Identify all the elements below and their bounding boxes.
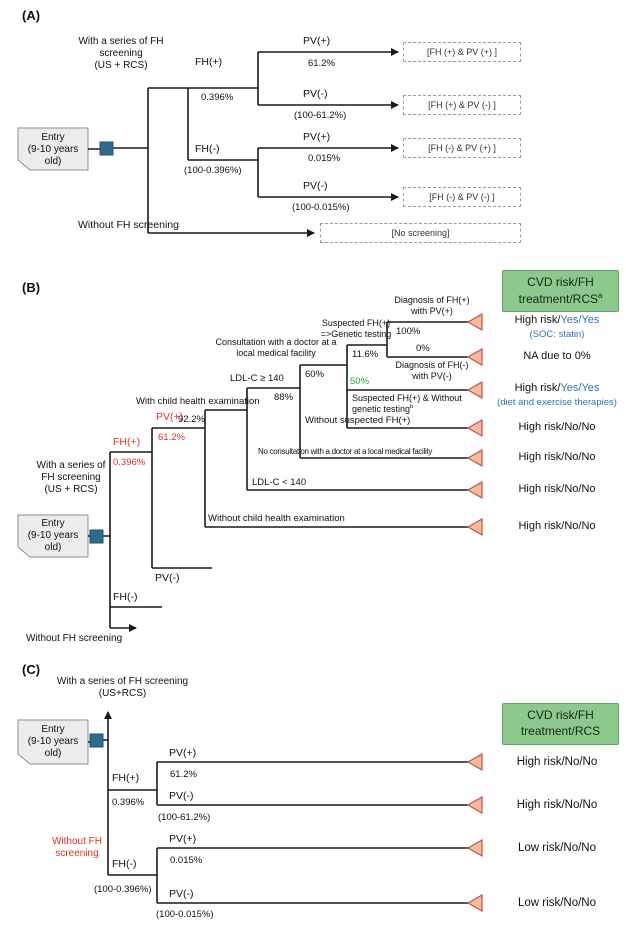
branch-label-pv-neg: PV(-) bbox=[303, 180, 328, 192]
probability-fh-pos: 0.396% bbox=[113, 457, 146, 468]
text-line: =>Genetic testing bbox=[320, 328, 392, 339]
outcome-header bbox=[502, 703, 619, 745]
branch-label-pv-neg: PV(-) bbox=[155, 572, 180, 584]
probability-ldl-high: 88% bbox=[274, 392, 294, 403]
panel-c-tree-lines bbox=[88, 740, 468, 903]
branch-label-no-child-exam: Without child health examination bbox=[208, 513, 345, 524]
text-line: (9-10 years bbox=[27, 530, 79, 542]
branch-label-pv-pos: PV(+) bbox=[156, 411, 184, 423]
branch-label-pv-neg: PV(-) bbox=[169, 790, 194, 802]
text-line: (9-10 years bbox=[27, 144, 79, 156]
text-line: (US+RCS) bbox=[98, 688, 147, 700]
panel-b-tag: (B) bbox=[22, 280, 41, 295]
entry-node-label bbox=[18, 518, 88, 555]
text-line: screening bbox=[55, 848, 99, 860]
branch-label-ldl-low: LDL-C < 140 bbox=[252, 477, 307, 488]
outcome-label: Low risk/No/No bbox=[518, 897, 596, 909]
decision-node-square bbox=[100, 142, 113, 155]
probability-suspected-fh: 11.6% bbox=[352, 349, 379, 360]
terminal-triangle bbox=[468, 519, 482, 535]
text-line: Without FH bbox=[51, 836, 102, 847]
text-line: local medical facility bbox=[236, 347, 316, 358]
text-line: screening bbox=[99, 48, 143, 60]
outcome-label: High risk/No/No bbox=[516, 799, 598, 811]
outcome-label bbox=[490, 483, 624, 496]
outcome-text: High risk/ bbox=[514, 382, 561, 394]
text-line: with PV(-) bbox=[412, 370, 452, 381]
decision-node-square bbox=[90, 734, 103, 747]
text-line: (US + RCS) bbox=[44, 484, 98, 496]
outcome-label bbox=[490, 520, 624, 533]
text-line: Suspected FH(+) bbox=[321, 318, 391, 328]
branch-label-consultation bbox=[210, 337, 342, 359]
branch-label-pv-pos: PV(+) bbox=[303, 131, 331, 143]
text-line: old) bbox=[44, 156, 62, 168]
outcome-text: High risk/No/No bbox=[518, 483, 596, 495]
outcome-text: High risk/No/No bbox=[518, 421, 596, 433]
branch-label-pv-neg: PV(-) bbox=[303, 88, 328, 100]
terminal-box: [FH (-) & PV (-) ] bbox=[403, 187, 521, 207]
text-line bbox=[519, 291, 603, 308]
probability-pv-pos: 0.015% bbox=[308, 153, 341, 164]
panel-a-tag: (A) bbox=[22, 8, 41, 23]
branch-label-without-screening: Without FH screening bbox=[26, 633, 123, 644]
text: treatment/RCS bbox=[518, 291, 598, 306]
terminal-triangle bbox=[468, 482, 482, 498]
text-line: treatment/RCS bbox=[520, 724, 601, 738]
branch-label-fh-neg: FH(-) bbox=[112, 858, 137, 870]
terminal-box: [FH (+) & PV (+) ] bbox=[403, 42, 521, 62]
text-line: old) bbox=[44, 748, 62, 760]
text-line: With a series of bbox=[36, 460, 106, 471]
branch-label-not-suspected: Without suspected FH(+) bbox=[305, 415, 411, 426]
entry-node-label bbox=[18, 724, 88, 761]
branch-label-fh-neg: FH(-) bbox=[195, 143, 220, 155]
terminal-box: [FH (-) & PV (+) ] bbox=[403, 138, 521, 158]
terminal-triangle bbox=[468, 754, 482, 770]
entry-node-label bbox=[18, 132, 88, 169]
text-line: With a series of FH bbox=[78, 36, 164, 47]
text: genetic testing bbox=[352, 403, 411, 414]
terminal-triangle bbox=[468, 840, 482, 856]
text-line: Diagnosis of FH(-) bbox=[395, 360, 469, 370]
outcome-header bbox=[502, 270, 619, 312]
branch-label-ldl-high: LDL-C ≥ 140 bbox=[230, 373, 284, 384]
outcome-label bbox=[490, 421, 624, 434]
outcome-label bbox=[490, 314, 624, 327]
branch-label-pv-pos: PV(+) bbox=[303, 35, 331, 47]
branch-label-suspected-fh bbox=[312, 318, 400, 340]
outcome-label bbox=[490, 382, 624, 395]
text-line: CVD risk/FH bbox=[527, 708, 594, 723]
outcome-text: High risk/ bbox=[514, 314, 561, 326]
outcome-highlight: Yes/Yes bbox=[560, 314, 600, 326]
text-line: Entry bbox=[41, 518, 65, 529]
branch-label-fh-pos: FH(+) bbox=[112, 772, 140, 784]
text-line: Entry bbox=[41, 724, 65, 735]
outcome-sub-label: (SOC: statin) bbox=[529, 329, 585, 340]
probability-pv-neg: (100-0.015%) bbox=[292, 202, 350, 213]
no-screening-box: [No screening] bbox=[320, 223, 521, 243]
branch-label-fh-pos: FH(+) bbox=[113, 436, 141, 448]
decision-node-square bbox=[90, 530, 103, 543]
terminal-box: [FH (+) & PV (-) ] bbox=[403, 95, 521, 115]
text-line bbox=[352, 404, 462, 415]
outcome-text: NA due to 0% bbox=[523, 350, 591, 362]
probability-diagnosis-neg: 0% bbox=[416, 343, 430, 354]
probability-child-exam: 92.2% bbox=[178, 414, 205, 425]
text-line: Diagnosis of FH(+) bbox=[394, 295, 470, 305]
outcome-label bbox=[490, 451, 624, 464]
terminal-triangle bbox=[468, 450, 482, 466]
probability-pv-neg: (100-61.2%) bbox=[294, 110, 347, 121]
text-line: (9-10 years bbox=[27, 736, 79, 748]
branch-label-diagnosis-pos bbox=[382, 295, 482, 317]
probability-fh-pos: 0.396% bbox=[112, 797, 145, 808]
text-line: (US + RCS) bbox=[94, 60, 148, 72]
probability-pv-pos: 0.015% bbox=[170, 855, 203, 866]
probability-pv-neg: (100-61.2%) bbox=[158, 812, 211, 823]
probability-suspected-no-genetic: 50% bbox=[350, 376, 370, 387]
text-line: Entry bbox=[41, 132, 65, 143]
superscript: b bbox=[410, 403, 414, 410]
branch-label-fh-pos: FH(+) bbox=[195, 56, 223, 68]
branch-label-with-screening bbox=[66, 36, 176, 73]
text-line: Consultation with a doctor at a bbox=[215, 337, 337, 347]
text-line: old) bbox=[44, 542, 62, 554]
probability-pv-pos: 61.2% bbox=[308, 58, 335, 69]
outcome-label: Low risk/No/No bbox=[518, 842, 596, 854]
terminal-triangle bbox=[468, 382, 482, 398]
probability-fh-pos: 0.396% bbox=[201, 92, 234, 103]
superscript: a bbox=[598, 290, 603, 300]
branch-label-with-screening bbox=[45, 676, 200, 700]
terminal-triangle bbox=[468, 895, 482, 911]
branch-label-suspected-no-genetic bbox=[352, 393, 462, 415]
outcome-label: High risk/No/No bbox=[516, 756, 598, 768]
terminal-triangle bbox=[468, 420, 482, 436]
text-line: With a series of FH screening bbox=[56, 676, 189, 687]
branch-label-pv-neg: PV(-) bbox=[169, 888, 194, 900]
probability-diagnosis-pos: 100% bbox=[396, 326, 421, 337]
probability-pv-pos: 61.2% bbox=[158, 432, 185, 443]
panel-c-tag: (C) bbox=[22, 662, 41, 677]
probability-pv-pos: 61.2% bbox=[170, 769, 197, 780]
text-line: with PV(+) bbox=[411, 305, 453, 316]
branch-label-with-screening bbox=[28, 460, 114, 497]
text-line: FH screening bbox=[41, 472, 101, 484]
text-line: Suspected FH(+) & Without bbox=[352, 393, 462, 403]
branch-label-pv-pos: PV(+) bbox=[169, 747, 197, 759]
branch-label-pv-pos: PV(+) bbox=[169, 833, 197, 845]
branch-label-child-exam: With child health examination bbox=[136, 396, 260, 407]
outcome-text: High risk/No/No bbox=[518, 451, 596, 463]
branch-label-without-screening: Without FH screening bbox=[78, 219, 179, 231]
outcome-label bbox=[490, 350, 624, 363]
branch-label-diagnosis-neg bbox=[382, 360, 482, 382]
probability-fh-neg: (100-0.396%) bbox=[94, 884, 152, 895]
probability-fh-neg: (100-0.396%) bbox=[184, 165, 242, 176]
outcome-highlight: Yes/Yes bbox=[560, 382, 600, 394]
branch-label-without-screening bbox=[46, 836, 108, 860]
outcome-text: High risk/No/No bbox=[518, 520, 596, 532]
branch-label-no-consultation: No consultation with a doctor at a local medical facility bbox=[258, 447, 433, 456]
branch-label-fh-neg: FH(-) bbox=[113, 591, 138, 603]
terminal-triangle bbox=[468, 797, 482, 813]
probability-consultation: 60% bbox=[305, 369, 325, 380]
probability-pv-neg: (100-0.015%) bbox=[156, 909, 214, 920]
text-line: CVD risk/FH bbox=[527, 274, 594, 289]
outcome-sub-label: (diet and exercise therapies) bbox=[497, 397, 617, 408]
